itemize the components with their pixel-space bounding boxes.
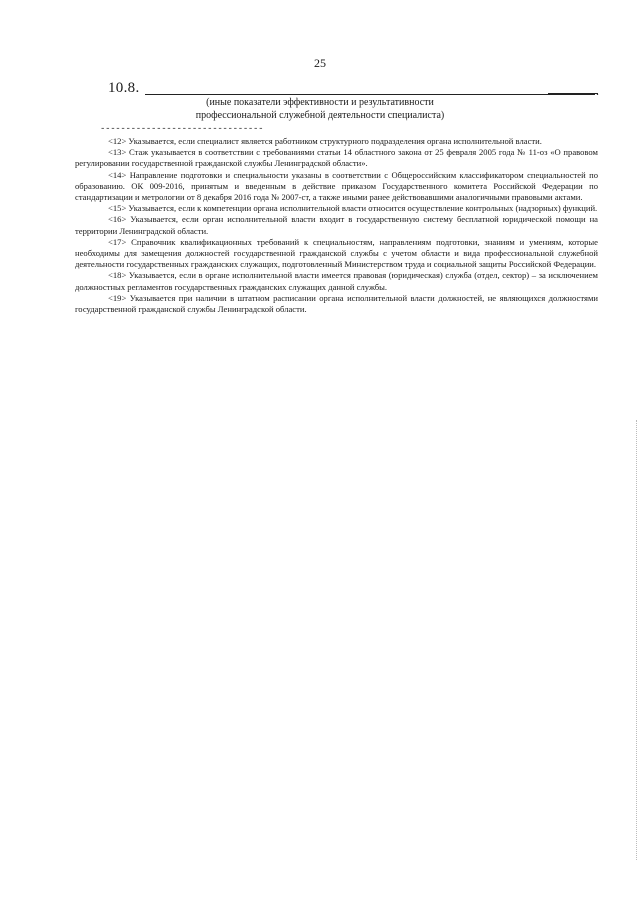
footnote-14: <14> Направление подготовки и специальности указаны в соответствии с Общероссийским классификатором специальностей по образованию. ОК 009-2016, принятым и введенным в действие приказом Государственного комитета Российской Федерации по стандартизации и метрологии от 8 декабря 2016 года № 2007-ст, а также иными ранее действовавшими аналогичными правовыми актами. <box>75 169 598 203</box>
fill-in-line <box>145 94 595 95</box>
footnote-18: <18> Указывается, если в органе исполнительной власти имеется правовая (юридическая) служба (отдел, сектор) – за исключением должностных регламентов государственных гражданских служащих данной службы. <box>75 270 598 292</box>
field-caption-line-2: профессиональной служебной деятельности специалиста) <box>195 110 445 121</box>
footnote-15: <15> Указывается, если к компетенции органа исполнительной власти относится осуществление контрольных (надзорных) функций. <box>108 203 598 214</box>
section-trailing-dot: . <box>596 84 599 98</box>
fill-in-line-end <box>548 93 598 94</box>
footnotes <box>75 136 598 315</box>
page-number: 25 <box>314 56 326 70</box>
footnote-17: <17> Справочник квалификационных требований к специальностям, направлениям подготовки, знаниям и умениям, которые необходимы для замещения должностей государственной гражданской службы с учетом области и вида профессиональной служебной деятельности государственных гражданских служащих, подготовленный Министерством труда и социальной защиты Российской Федерации. <box>75 236 598 270</box>
footnote-13: <13> Стаж указывается в соответствии с требованиями статьи 14 областного закона от 25 февраля 2005 года № 11-оз «О правовом регулировании государственной гражданской службы Ленинградской области». <box>75 147 598 169</box>
footnote-16: <16> Указывается, если орган исполнительной власти входит в государственную систему бесплатной юридической помощи на территории Ленинградской области. <box>75 214 598 236</box>
field-caption-line-1: (иные показатели эффективности и результативности <box>206 97 434 108</box>
footnote-separator: -------------------------------- <box>100 124 264 134</box>
section-number: 10.8. <box>108 80 140 96</box>
scan-edge-marks <box>634 420 637 860</box>
footnote-19: <19> Указывается при наличии в штатном расписании органа исполнительной власти должностей, не являющихся должностями государственной гражданской службы Ленинградской области. <box>75 292 598 315</box>
footnote-12: <12> Указывается, если специалист является работником структурного подразделения органа исполнительной власти. <box>108 136 542 146</box>
